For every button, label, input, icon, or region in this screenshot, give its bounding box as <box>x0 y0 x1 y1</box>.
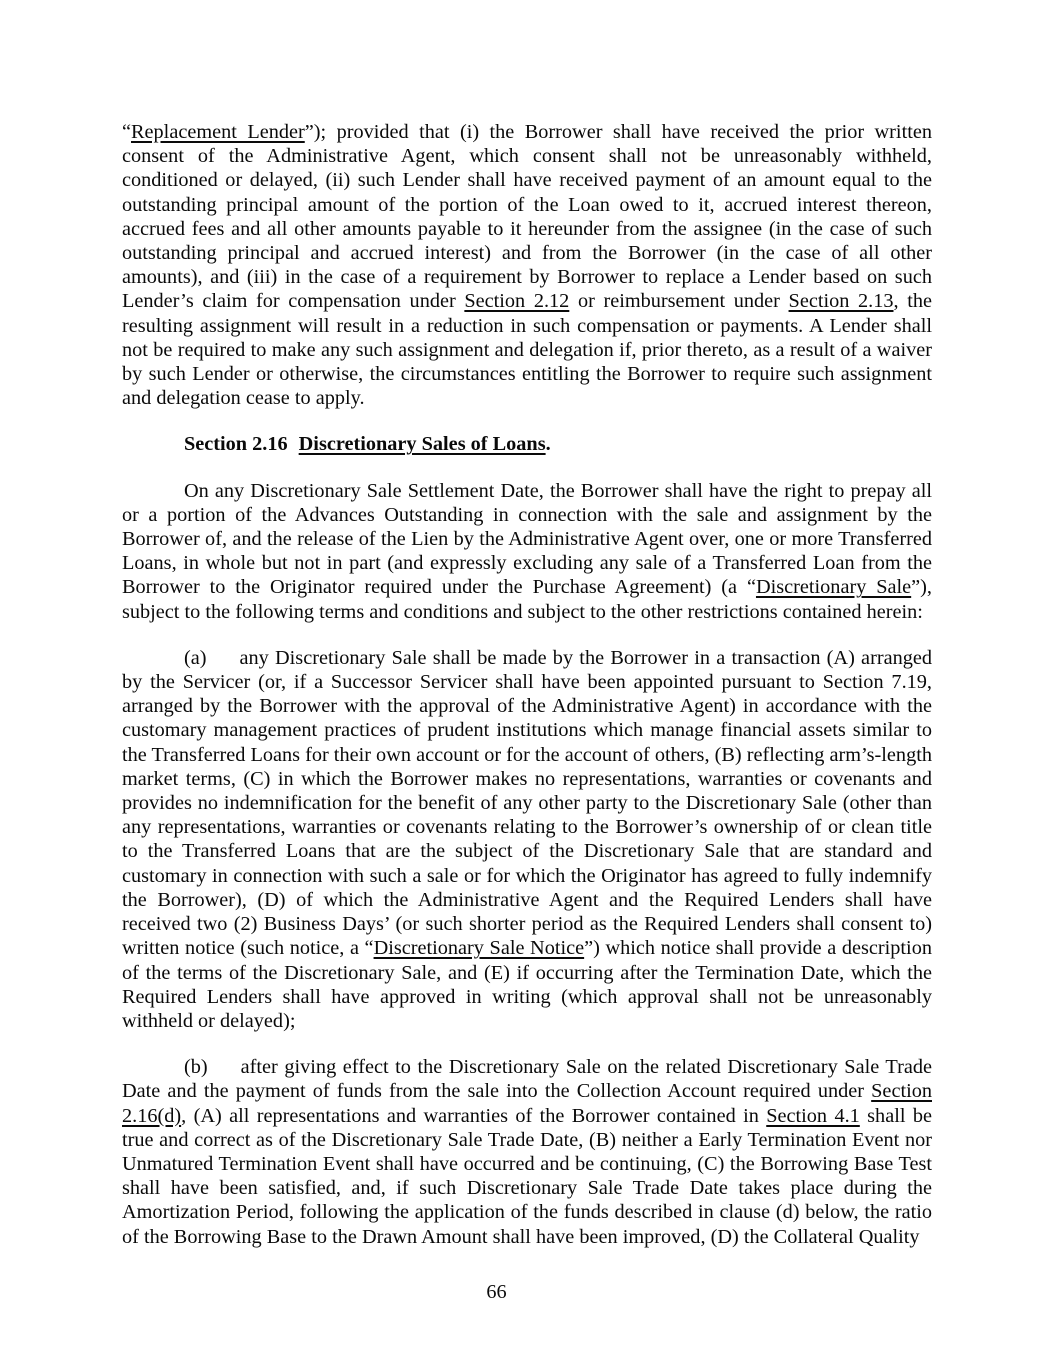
paragraph-clause-a <box>122 646 932 1033</box>
text-run: , (A) all representations and warranties of the Borrower contained in <box>181 1104 767 1127</box>
text-run: or reimbursement under <box>569 290 789 313</box>
text-run: ”); provided that (i) the Borrower shall have received the prior written consent of the Administrative Agent, which consent shall not be unreasonably withheld, conditioned or delayed, (ii) such Lender shall have received payment of an amount equal to the outstanding principal amount of the portion of the Loan owed to it, accrued interest thereon, accrued fees and all other amounts payable to it hereunder from the assignee (in the case of such outstanding principal and accrued interest) and from the Borrower (in the case of all other amounts), and (iii) in the case of a requirement by Borrower to replace a Lender based on such Lender’s claim for compensation under <box>122 121 932 313</box>
paragraph-discretionary-sale-opening <box>122 479 932 624</box>
section-title: Discretionary Sales of Loans <box>298 433 546 456</box>
clause-a-label: (a) <box>184 646 207 669</box>
clause-b-label: (b) <box>184 1056 208 1079</box>
section-2-12-reference: Section 2.12 <box>464 290 570 313</box>
defined-term-discretionary-sale: Discretionary Sale <box>755 576 912 599</box>
section-2-16-d-reference: Section 2.16(d) <box>122 1080 932 1127</box>
text-run: any Discretionary Sale shall be made by the Borrower in a transaction (A) arranged by the Servicer (or, if a Successor Servicer shall have been appointed pursuant to Section 7.19, arranged by the Borrower with the approval of the Administrative Agent) in accordance with the customary management practices of prudent institutions which manage financial assets similar to the Transferred Loans for their own account or for the account of others, (B) reflecting arm’s-length market terms, (C) in which the Borrower makes no representations, warranties or covenants and provides no indemnification for the benefit of any other party to the Discretionary Sale (other than any representations, warranties or covenants relating to the Borrower’s ownership of or clean title to the Transferred Loans that are the subject of the Discretionary Sale that are standard and customary in connection with such a sale or for which the Originator has agreed to fully indemnify the Borrower), (D) of which the Administrative Agent and the Required Lenders shall have received two (2) Business Days’ (or such shorter period as the Required Lenders shall consent to) written notice (such notice, a “ <box>122 646 932 960</box>
document-body <box>122 120 932 1249</box>
text-run: . <box>545 433 551 456</box>
defined-term-discretionary-sale-notice: Discretionary Sale Notice <box>373 937 585 960</box>
defined-term-replacement-lender: Replacement Lender <box>131 121 305 143</box>
text-run: after giving effect to the Discretionary Sale on the related Discretionary Sale Trade Date and the payment of funds from the sale into the Collection Account required under <box>122 1056 932 1103</box>
text-run: “ <box>122 121 132 143</box>
text-run: shall be true and correct as of the Discretionary Sale Trade Date, (B) neither a Early Termination Event nor Unmatured Termination Event shall have occurred and be continuing, (C) the Borrowing Base Test shall have been satisfied, and, if such Discretionary Sale Trade Date takes place during the Amortization Period, following the application of the funds described in clause (d) below, the ratio of the Borrowing Base to the Drawn Amount shall have been improved, (D) the Collateral Quality <box>122 1104 932 1248</box>
page-number: 66 <box>486 1281 507 1303</box>
section-4-1-reference: Section 4.1 <box>766 1104 860 1127</box>
text-run: ”), subject to the following terms and conditions and subject to the other restrictions contained herein: <box>122 576 932 623</box>
paragraph-clause-b <box>122 1055 932 1249</box>
section-2-16-heading <box>122 432 932 456</box>
text-run: , the resulting assignment will result in a reduction in such compensation or payments. A Lender shall not be required to make any such assignment and delegation if, prior thereto, as a result of a waiver by such Lender or otherwise, the circumstances entitling the Borrower to require such assignment and delegation cease to apply. <box>122 290 932 410</box>
section-2-13-reference: Section 2.13 <box>788 290 894 313</box>
paragraph-replacement-lender-continuation <box>122 120 932 410</box>
text-run: ”) which notice shall provide a description of the terms of the Discretionary Sale, and (E) if occurring after the Termination Date, which the Required Lenders shall have approved in writing (which approval shall not be unreasonably withheld or delayed); <box>122 937 932 1032</box>
section-number: Section 2.16 <box>184 433 288 456</box>
text-run: On any Discretionary Sale Settlement Date, the Borrower shall have the right to prepay all or a portion of the Advances Outstanding in connection with the sale and assignment by the Borrower of, and the release of the Lien by the Administrative Agent over, one or more Transferred Loans, in whole but not in part (and expressly excluding any sale of a Transferred Loan from the Borrower to the Originator required under the Purchase Agreement) (a “ <box>122 479 932 599</box>
